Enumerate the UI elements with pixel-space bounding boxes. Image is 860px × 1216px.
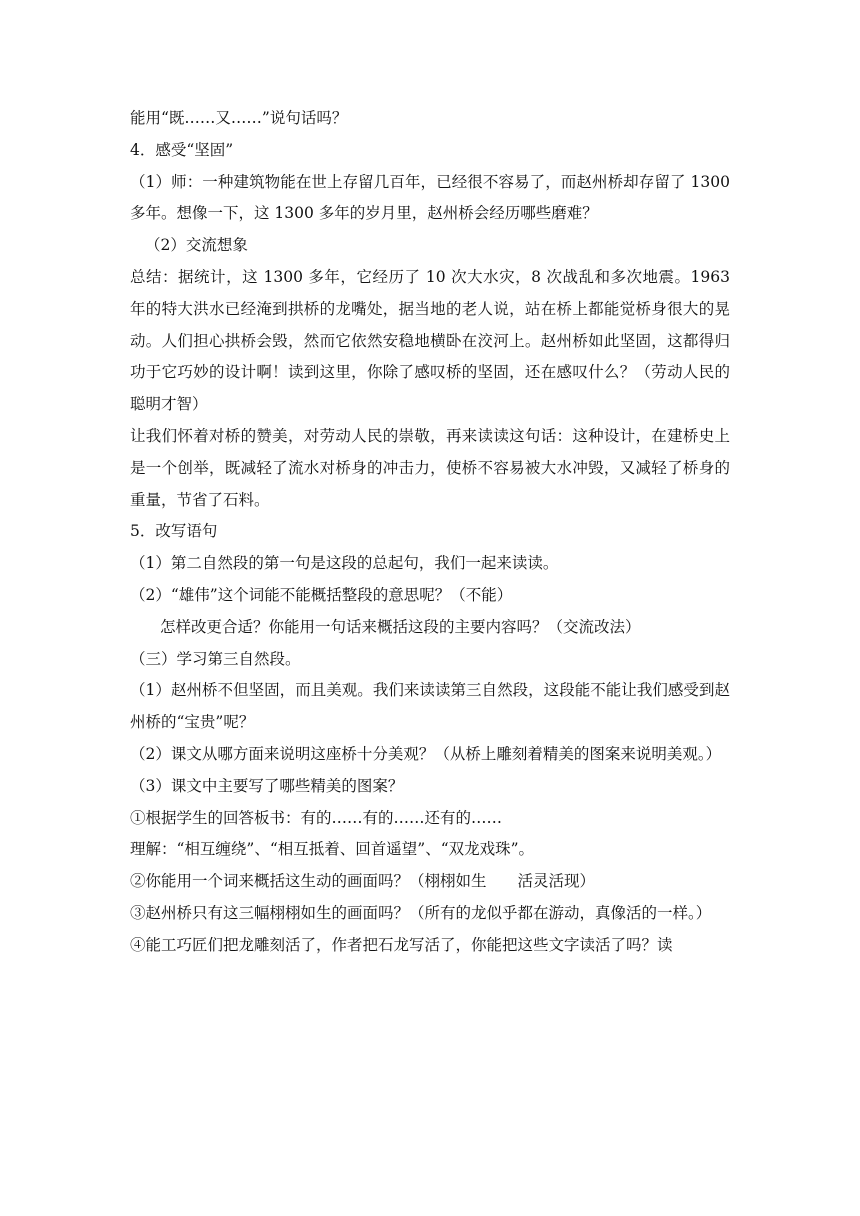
paragraph: （1）第二自然段的第一句是这段的总起句，我们一起来读读。 [130,554,559,573]
paragraph: （3）课文中主要写了哪些精美的图案？ [130,776,404,795]
paragraph: ①根据学生的回答板书：有的……有的……还有的…… [130,808,503,827]
section-heading: （三）学习第三自然段。 [130,649,301,668]
document-body [130,103,730,962]
paragraph: ④能工巧匠们把龙雕刻活了，作者把石龙写活了，你能把这些文字读活了吗？读 [130,935,673,954]
paragraph: 怎样改更合适？你能用一句话来概括这段的主要内容吗？（交流改法） [160,617,641,636]
paragraph: ③赵州桥只有这三幅栩栩如生的画面吗？（所有的龙似乎都在游动，真像活的一样。） [130,903,712,922]
paragraph: 总结：据统计，这 1300 多年，它经历了 10 次大水灾，8 次战乱和多次地震。1963 年的特大洪水已经淹到拱桥的龙嘴处，据当地的老人说，站在桥上都能觉桥身很大的晃动。人们担心拱桥会毁，然而它依然安稳地横卧在洨河上。赵州桥如此坚固，这都得归功于它巧妙的设计啊！读到这里，你除了感叹桥的坚固，还在感叹什么？（劳动人民的聪明才智） [130,267,730,414]
paragraph: （2）交流想象 [145,236,248,255]
paragraph: （1）师：一种建筑物能在世上存留几百年，已经很不容易了，而赵州桥却存留了 1300 多年。想像一下，这 1300 多年的岁月里，赵州桥会经历哪些磨难？ [130,172,730,223]
paragraph: ②你能用一个词来概括这生动的画面吗？（栩栩如生 活灵活现） [130,872,596,891]
section-heading: 4．感受“坚固” [130,140,234,159]
paragraph: （1）赵州桥不但坚固，而且美观。我们来读读第三自然段，这段能不能让我们感受到赵州桥的“宝贵”呢？ [130,681,730,732]
paragraph: 让我们怀着对桥的赞美，对劳动人民的崇敬，再来读读这句话：这种设计，在建桥史上是一个创举，既减轻了流水对桥身的冲击力，使桥不容易被大水冲毁，又减轻了桥身的重量，节省了石料。 [130,426,730,509]
section-heading: 5．改写语句 [130,522,218,541]
paragraph: （2）“雄伟”这个词能不能概括整段的意思呢？（不能） [130,585,513,604]
paragraph: 能用“既……又……”说句话吗？ [130,109,348,127]
paragraph: （2）课文从哪方面来说明这座桥十分美观？（从桥上雕刻着精美的图案来说明美观。） [130,744,722,763]
paragraph: 理解：“相互缠绕”、“相互抵着、回首遥望”、“双龙戏珠”。 [130,840,535,859]
